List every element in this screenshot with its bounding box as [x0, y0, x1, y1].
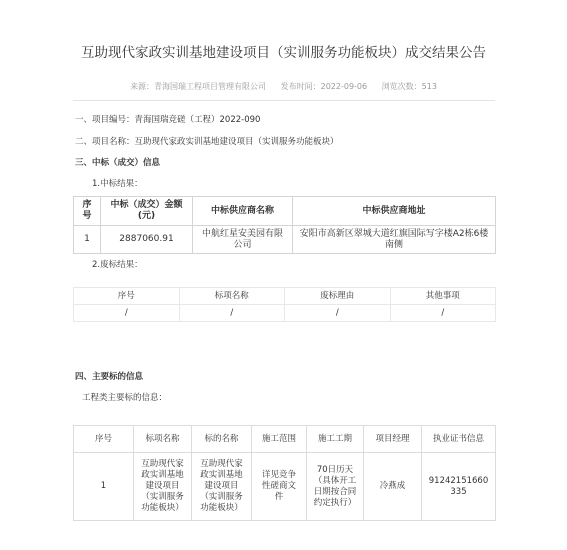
cell-certificate-info: 91242151660335: [422, 453, 496, 521]
cell-subject-name: 互助现代家政实训基地建设项目（实训服务功能板块）: [192, 453, 252, 521]
failed-result-label: 2.废标结果：: [92, 260, 143, 270]
header-project-manager: 项目经理: [364, 426, 422, 453]
cell-project-manager: 冷燕成: [364, 453, 422, 521]
header-serial: 序号: [74, 288, 180, 305]
meta-view-count: 浏览次数：513: [381, 82, 437, 91]
cell-lot-name: 互助现代家政实训基地建设项目（实训服务功能板块）: [134, 453, 192, 521]
failed-bid-table: [73, 287, 496, 322]
table-header-row: [74, 426, 496, 453]
meta-source: 来源：青海国瑞工程项目管理有限公司: [130, 82, 267, 91]
cell-construction-period: 70日历天（具体开工日期按合同约定执行）: [307, 453, 364, 521]
cell-supplier-address: 安阳市高新区翠城大道红旗国际写字楼A2栋6楼南侧: [293, 226, 496, 254]
header-lot-name: 标项名称: [179, 288, 285, 305]
cell-failure-reason: /: [285, 305, 391, 322]
header-supplier-name: 中标供应商名称: [193, 197, 293, 226]
cell-supplier-name: 中航红星安美园有限公司: [193, 226, 293, 254]
header-serial: 序号: [74, 197, 101, 226]
table-row: [74, 305, 496, 322]
cell-construction-scope: 详见竞争性磋商文件: [252, 453, 307, 521]
meta-line: [0, 82, 567, 92]
header-failure-reason: 废标理由: [285, 288, 391, 305]
table-header-row: [74, 197, 496, 226]
subject-info-table: [73, 425, 496, 521]
cell-serial: 1: [74, 226, 101, 254]
meta-published-date: 发布时间：2022-09-06: [280, 82, 368, 91]
header-certificate-info: 执业证书信息: [422, 426, 496, 453]
award-info-heading: 三、中标（成交）信息: [75, 158, 161, 168]
cell-other-matters: /: [390, 305, 496, 322]
table-row: [74, 453, 496, 521]
cell-award-amount: 2887060.91: [101, 226, 193, 254]
project-number: 一、项目编号：青海国瑞竞磋（工程）2022-090: [75, 115, 261, 125]
subject-info-table-body: [74, 426, 496, 521]
project-name: 二、项目名称：互助现代家政实训基地建设项目（实训服务功能板块）: [75, 137, 339, 147]
header-award-amount: 中标（成交）金额(元): [101, 197, 193, 226]
divider: [73, 100, 495, 101]
cell-serial: /: [74, 305, 180, 322]
subject-heading: 四、主要标的信息: [75, 372, 144, 382]
cell-serial: 1: [74, 453, 134, 521]
cell-lot-name: /: [179, 305, 285, 322]
header-construction-period: 施工工期: [307, 426, 364, 453]
header-supplier-address: 中标供应商地址: [293, 197, 496, 226]
subject-subheading: 工程类主要标的信息：: [82, 393, 168, 403]
failed-bid-table-body: [74, 288, 496, 322]
table-row: [74, 226, 496, 254]
award-result-table: [73, 196, 496, 254]
award-result-label: 1.中标结果：: [92, 179, 143, 189]
header-other-matters: 其他事项: [390, 288, 496, 305]
header-serial: 序号: [74, 426, 134, 453]
table-header-row: [74, 288, 496, 305]
header-lot-name: 标项名称: [134, 426, 192, 453]
header-subject-name: 标的名称: [192, 426, 252, 453]
award-result-table-body: [74, 197, 496, 254]
header-construction-scope: 施工范围: [252, 426, 307, 453]
page-title: 互助现代家政实训基地建设项目（实训服务功能板块）成交结果公告: [81, 45, 486, 61]
